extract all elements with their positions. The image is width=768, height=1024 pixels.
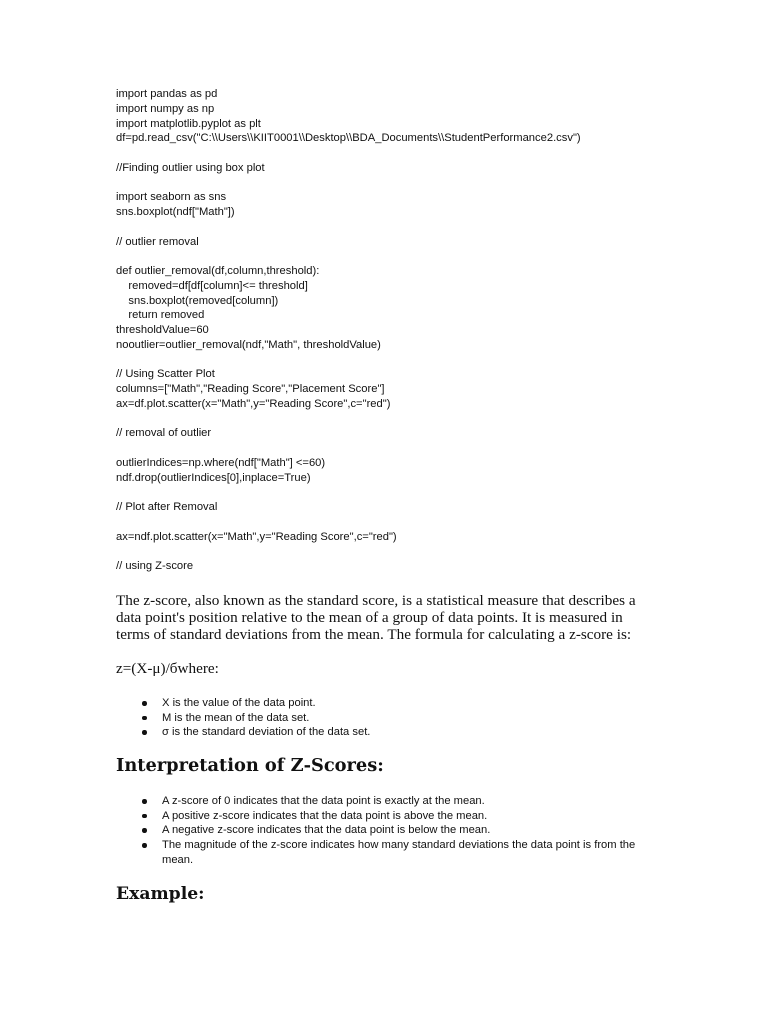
interpretation-heading: Interpretation of Z-Scores: bbox=[116, 755, 384, 776]
code-line: def outlier_removal(df,column,threshold): bbox=[116, 265, 320, 277]
code-line bbox=[116, 220, 736, 235]
code-line: sns.boxplot(ndf["Math"]) bbox=[116, 206, 235, 218]
code-line: columns=["Math","Reading Score","Placement Score"] bbox=[116, 383, 385, 395]
code-line: import seaborn as sns bbox=[116, 191, 227, 204]
list-item: X is the value of the data point. bbox=[116, 696, 656, 711]
code-line bbox=[116, 441, 736, 456]
interpretation-list bbox=[116, 794, 656, 868]
code-comment: //Finding outlier using box plot bbox=[116, 161, 265, 174]
list-item: A z-score of 0 indicates that the data point is exactly at the mean. bbox=[116, 794, 656, 809]
definitions-list bbox=[116, 696, 656, 740]
code-line bbox=[116, 353, 736, 368]
list-item: The magnitude of the z-score indicates how many standard deviations the data point is from the mean. bbox=[116, 838, 656, 867]
code-line bbox=[116, 176, 736, 191]
code-line bbox=[116, 249, 736, 264]
code-line: ax=ndf.plot.scatter(x="Math",y="Reading Score",c="red") bbox=[116, 530, 397, 543]
code-line: sns.boxplot(removed[column]) bbox=[116, 294, 279, 307]
code-line: import matplotlib.pyplot as plt bbox=[116, 117, 261, 130]
code-line bbox=[116, 485, 736, 500]
code-line: return removed bbox=[116, 309, 205, 322]
code-line: ndf.drop(outlierIndices[0],inplace=True) bbox=[116, 471, 311, 484]
code-line bbox=[116, 515, 736, 530]
code-line: removed=df[df[column]<= threshold] bbox=[116, 279, 308, 292]
intro-paragraph: The z-score, also known as the standard score, is a statistical measure that describes a data point's position relative to the mean of a group of data points. It is measured in terms of standard deviations from the mean. The formula for calculating a z-score is: bbox=[116, 592, 636, 643]
code-line bbox=[116, 146, 736, 161]
list-item: M is the mean of the data set. bbox=[116, 711, 656, 726]
code-line: import numpy as np bbox=[116, 102, 215, 115]
code-line: thresholdValue=60 bbox=[116, 324, 209, 336]
code-line: outlierIndices=np.where(ndf["Math"] <=60) bbox=[116, 456, 326, 469]
code-line: nooutlier=outlier_removal(ndf,"Math", thresholdValue) bbox=[116, 338, 381, 351]
code-comment: // Plot after Removal bbox=[116, 501, 218, 513]
code-comment: // using Z-score bbox=[116, 560, 194, 572]
code-line bbox=[116, 412, 736, 427]
code-line: import pandas as pd bbox=[116, 88, 218, 100]
code-comment: // outlier removal bbox=[116, 235, 199, 248]
intro-section bbox=[116, 593, 656, 643]
code-line bbox=[116, 544, 736, 559]
code-line: ax=df.plot.scatter(x="Math",y="Reading Score",c="red") bbox=[116, 397, 391, 410]
code-comment: // Using Scatter Plot bbox=[116, 368, 215, 381]
example-heading: Example: bbox=[116, 884, 205, 904]
list-item: σ is the standard deviation of the data set. bbox=[116, 725, 656, 740]
code-comment: // removal of outlier bbox=[116, 427, 212, 440]
list-item: A negative z-score indicates that the data point is below the mean. bbox=[116, 823, 656, 838]
z-score-formula: z=(X-μ)/бwhere: bbox=[116, 660, 219, 677]
list-item: A positive z-score indicates that the data point is above the mean. bbox=[116, 809, 656, 824]
code-line: df=pd.read_csv("C:\\Users\\KIIT0001\\Desktop\\BDA_Documents\\StudentPerformance2.csv") bbox=[116, 132, 581, 145]
code-block bbox=[116, 87, 736, 574]
